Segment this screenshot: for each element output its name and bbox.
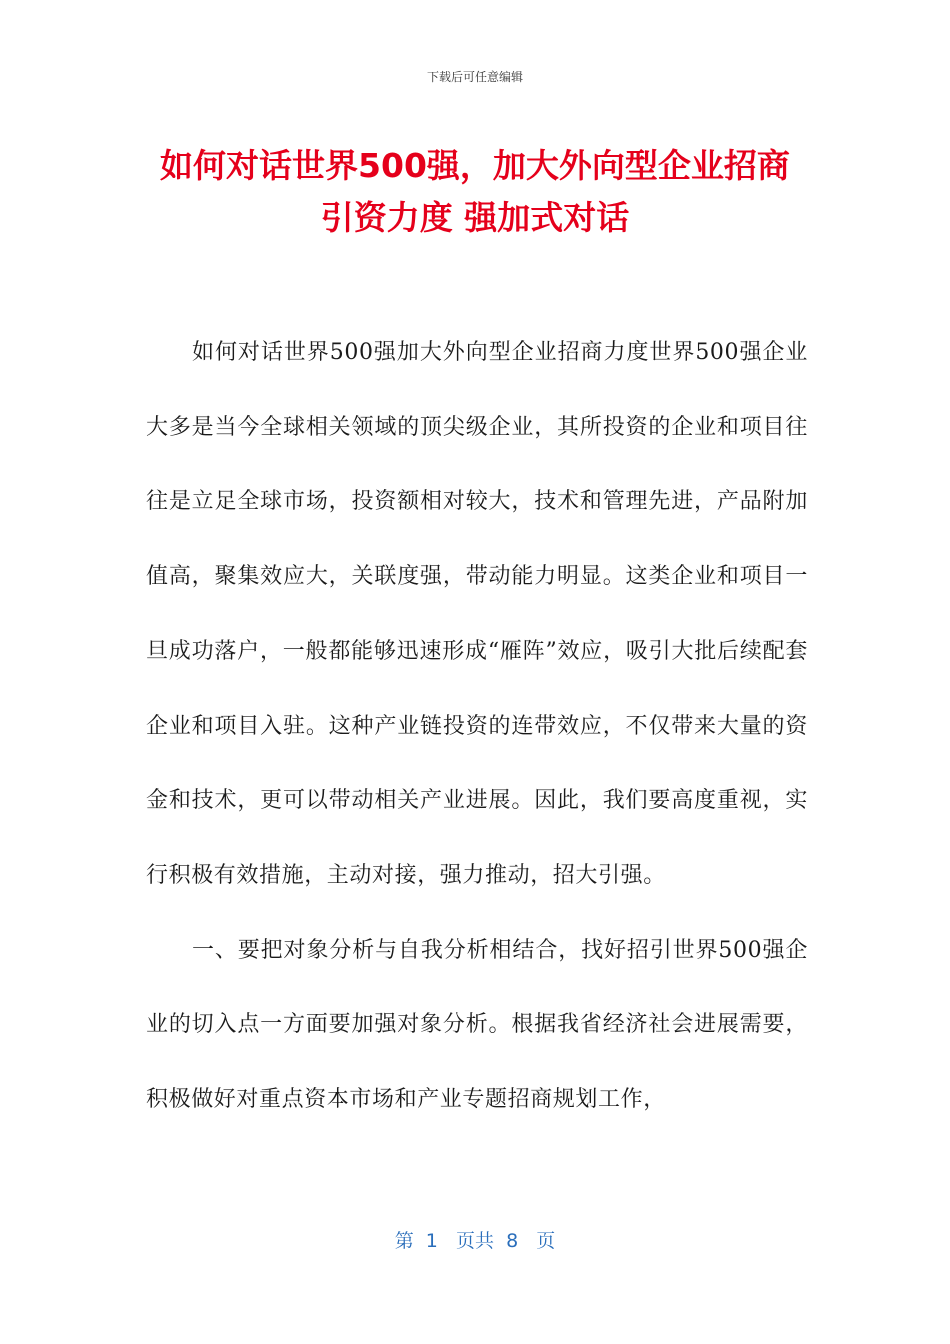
- document-body: [146, 316, 808, 1138]
- document-title: [120, 140, 830, 244]
- title-line-1: 如何对话世界500强，加大外向型企业招商: [160, 146, 790, 185]
- header-note: 下载后可任意编辑: [426, 70, 523, 84]
- page-number: 第 1 页共 8 页: [394, 1230, 556, 1252]
- paragraph: 一、要把对象分析与自我分析相结合，找好招引世界500强企业的切入点一方面要加强对象分析。根据我省经济社会进展需要，积极做好对重点资本市场和产业专题招商规划工作，: [146, 937, 808, 1113]
- paragraph: 如何对话世界500强加大外向型企业招商力度世界500强企业大多是当今全球相关领域的顶尖级企业，其所投资的企业和项目往往是立足全球市场，投资额相对较大，技术和管理先进，产品附加值高，聚集效应大，关联度强，带动能力明显。这类企业和项目一旦成功落户，一般都能够迅速形成“雁阵”效应，吸引大批后续配套企业和项目入驻。这种产业链投资的连带效应，不仅带来大量的资金和技术，更可以带动相关产业进展。因此，我们要高度重视，实行积极有效措施，主动对接，强力推动，招大引强。: [146, 340, 808, 888]
- title-line-2: 引资力度 强加式对话: [320, 198, 630, 237]
